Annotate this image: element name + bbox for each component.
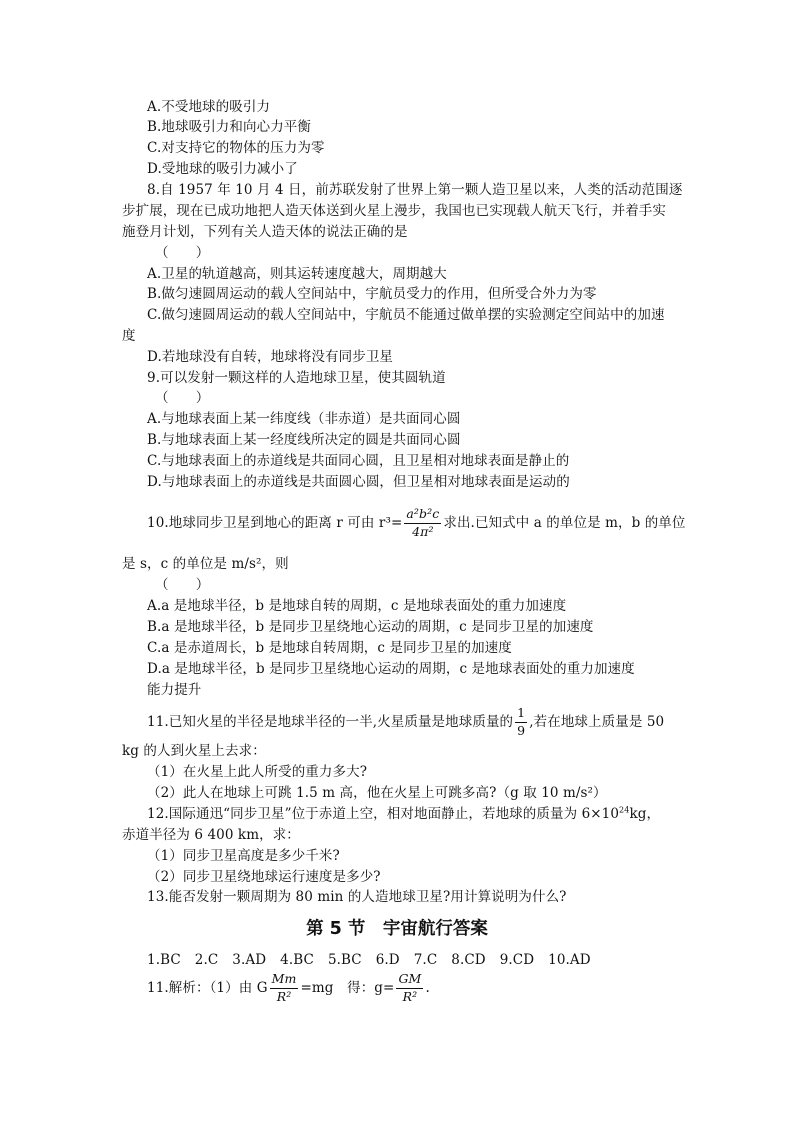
answer-item: 1.BC <box>147 952 181 968</box>
answer-item: 3.AD <box>232 952 267 968</box>
q12-stem-pre: 12.国际通迅“同步卫星”位于赤道上空，相对地面静止，若地球的质量为 6×10 <box>147 806 620 822</box>
q11-stem-pre: 11.已知火星的半径是地球半径的一半,火星质量是地球质量的 <box>147 714 514 730</box>
answer-item: 4.BC <box>280 952 314 968</box>
q11-part-2: （2）此人在地球上可跳 1.5 m 高，他在火星上可跳多高?（g 取 10 m/s²） <box>147 785 607 801</box>
q10-formula-numerator: a²b²c <box>404 508 441 524</box>
q11-part-1: （1）在火星上此人所受的重力多大? <box>147 764 368 780</box>
q9-option-b: B.与地球表面上某一经度线所决定的圆是共面同心圆 <box>147 432 461 448</box>
q8-stem-line1: 8.自 1957 年 10 月 4 日，前苏联发射了世界上第一颗人造卫星以来，人类的活动范围逐 <box>147 182 683 198</box>
q11-mass-fraction <box>515 707 527 737</box>
q8-stem-line3: 施登月计划，下列有关人造天体的说法正确的是 <box>122 224 408 240</box>
q10-option-a: A.a 是地球半径，b 是地球自转的周期，c 是地球表面处的重力加速度 <box>147 598 567 614</box>
q9-answer-blank: （ ） <box>155 390 210 406</box>
q8-option-c-line1: C.做匀速圆周运动的载人空间站中，宇航员不能通过做单摆的实验测定空间站中的加速 <box>147 307 665 323</box>
q12-stem-exponent: 24 <box>619 805 630 815</box>
answer-item: 5.BC <box>327 952 362 968</box>
q12-stem-line1 <box>147 804 660 824</box>
q8-answer-blank: （ ） <box>155 245 210 261</box>
q8-option-c-line2: 度 <box>122 328 136 344</box>
g-formula-fraction <box>396 973 423 1003</box>
q10-option-d: D.a 是地球半径，b 是同步卫星绕地心运动的周期，c 是地球表面处的重力加速度 <box>147 661 635 677</box>
q10-option-b: B.a 是地球半径，b 是同步卫星绕地心运动的周期，c 是同步卫星的加速度 <box>147 619 594 635</box>
q10-stem-line2: 是 s，c 的单位是 m/s²，则 <box>122 556 289 572</box>
answer-item: 9.CD <box>499 952 535 968</box>
q11-stem-post: ,若在地球上质量是 50 <box>529 714 665 730</box>
q8-option-a: A.卫星的轨道越高，则其运转速度越大，周期越大 <box>147 266 447 282</box>
g-formula-numerator: GM <box>396 973 423 989</box>
q10-formula-fraction <box>404 508 441 538</box>
q9-option-c: C.与地球表面上的赤道线是共面同心圆，且卫星相对地球表面是静止的 <box>147 453 570 469</box>
q7-option-c: C.对支持它的物体的压力为零 <box>147 140 325 156</box>
q11-fraction-numerator: 1 <box>515 707 527 723</box>
q13-stem: 13.能否发射一颗周期为 80 min 的人造地球卫星?用计算说明为什么? <box>147 889 567 905</box>
q11-solution-post: . <box>425 980 430 996</box>
q7-option-b: B.地球吸引力和向心力平衡 <box>147 119 312 135</box>
q8-option-d: D.若地球没有自转，地球将没有同步卫星 <box>147 349 394 365</box>
answer-item: 6.D <box>375 952 400 968</box>
q12-part-2: （2）同步卫星绕地球运行速度是多少? <box>147 869 381 885</box>
q11-solution-mid: =mg 得：g= <box>300 980 395 996</box>
q12-part-1: （1）同步卫星高度是多少千米? <box>147 848 340 864</box>
q9-option-a: A.与地球表面上某一纬度线（非赤道）是共面同心圆 <box>147 411 461 427</box>
gravity-fraction-numerator: Mm <box>270 973 299 989</box>
answer-item: 10.AD <box>548 952 591 968</box>
q10-option-c: C.a 是赤道周长，b 是地球自转周期，c 是同步卫星的加速度 <box>147 640 512 656</box>
answer-item: 2.C <box>194 952 219 968</box>
q11-solution-line <box>147 966 430 1010</box>
q12-stem-line2: 赤道半径为 6 400 km，求： <box>122 827 300 843</box>
answer-section-title: 第 5 节 宇宙航行答案 <box>306 919 488 939</box>
q10-stem-post: 求出.已知式中 a 的单位是 m，b 的单位 <box>443 515 686 531</box>
q11-stem-line1 <box>147 700 664 744</box>
q8-option-b: B.做匀速圆周运动的载人空间站中，宇航员受力的作用，但所受合外力为零 <box>147 286 597 302</box>
q11-stem-line2: kg 的人到火星上去求： <box>122 743 266 759</box>
q8-stem-line2: 步扩展，现在已成功地把人造天体送到火星上漫步，我国也已实现载人航天飞行，并着手实 <box>122 203 666 219</box>
q10-formula-denominator: 4π² <box>412 523 434 539</box>
q10-stem-pre: 10.地球同步卫星到地心的距离 r 可由 r³= <box>147 515 403 531</box>
q12-stem-post: kg， <box>629 806 661 822</box>
q10-answer-blank: （ ） <box>155 577 210 593</box>
g-formula-denominator: R² <box>402 988 418 1004</box>
q7-option-a: A.不受地球的吸引力 <box>147 99 271 115</box>
q9-option-d: D.与地球表面上的赤道线是共面圆心圆，但卫星相对地球表面是运动的 <box>147 474 570 490</box>
section-ability-heading: 能力提升 <box>147 682 202 698</box>
q9-stem: 9.可以发射一颗这样的人造地球卫星，使其圆轨道 <box>147 370 446 386</box>
gravity-fraction-denominator: R² <box>276 988 292 1004</box>
q10-stem-line1 <box>147 500 686 546</box>
q7-option-d: D.受地球的吸引力减小了 <box>147 161 298 177</box>
answer-item: 8.CD <box>451 952 486 968</box>
gravity-fraction <box>270 973 299 1003</box>
answer-item: 7.C <box>413 952 438 968</box>
q11-fraction-denominator: 9 <box>517 722 526 738</box>
q11-solution-pre: 11.解析：（1）由 G <box>147 980 268 996</box>
